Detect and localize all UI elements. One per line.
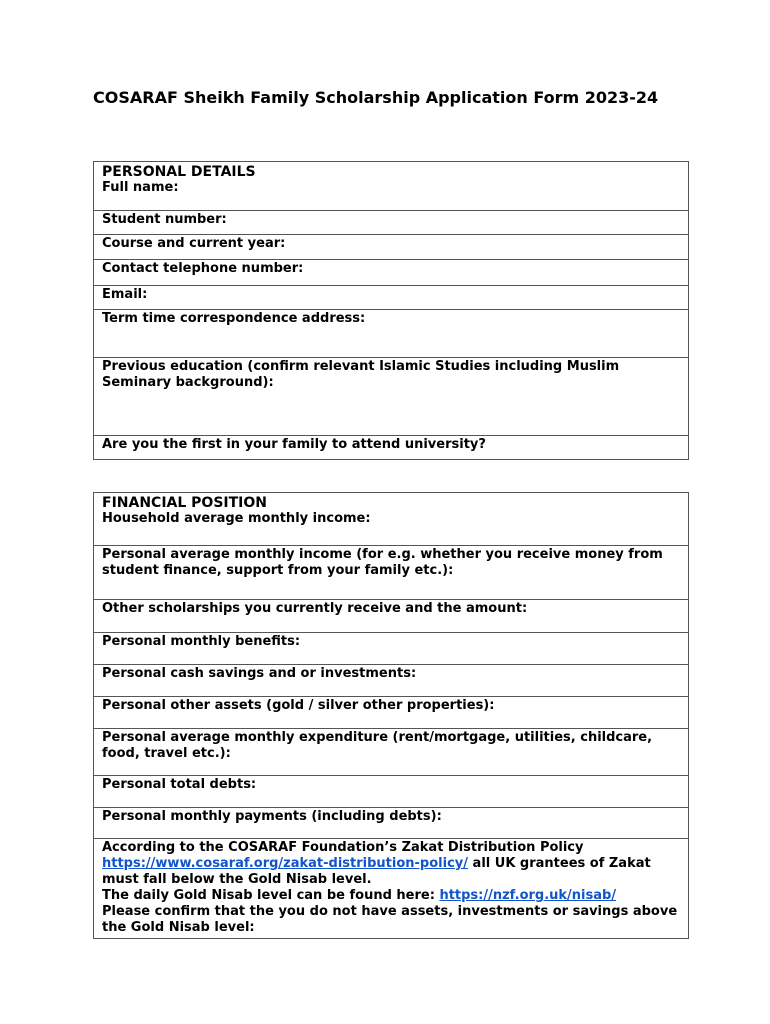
table-row	[94, 839, 689, 939]
table-row	[94, 162, 689, 211]
field-label: Term time correspondence address:	[102, 311, 366, 326]
field-label: Course and current year:	[102, 236, 286, 251]
financial-position-table	[93, 492, 689, 939]
financial-position-heading: FINANCIAL POSITION	[102, 495, 267, 511]
field-label: Personal average monthly expenditure (rent/mortgage, utilities, childcare, food, travel etc.):	[102, 730, 653, 761]
monthly-benefits-field[interactable]	[94, 633, 689, 665]
email-field[interactable]	[94, 286, 689, 310]
previous-education-field[interactable]	[94, 358, 689, 436]
first-in-family-field[interactable]	[94, 436, 689, 460]
form-title: COSARAF Sheikh Family Scholarship Application Form 2023-24	[93, 88, 659, 107]
nisab-text: The daily Gold Nisab level can be found here:	[102, 888, 435, 903]
table-row	[94, 286, 689, 310]
total-debts-field[interactable]	[94, 776, 689, 808]
other-scholarships-field[interactable]	[94, 600, 689, 633]
other-assets-field[interactable]	[94, 697, 689, 729]
field-label: Personal monthly payments (including debts):	[102, 809, 442, 824]
cash-savings-field[interactable]	[94, 665, 689, 697]
table-row	[94, 436, 689, 460]
table-row	[94, 310, 689, 358]
table-row	[94, 729, 689, 776]
household-income-field[interactable]	[94, 493, 689, 546]
personal-income-field[interactable]	[94, 546, 689, 600]
monthly-payments-field[interactable]	[94, 808, 689, 839]
monthly-expenditure-field[interactable]	[94, 729, 689, 776]
field-label: Household average monthly income:	[102, 511, 371, 526]
field-label: Other scholarships you currently receive and the amount:	[102, 601, 528, 616]
table-row	[94, 546, 689, 600]
nisab-confirmation-field[interactable]	[94, 839, 689, 939]
table-row	[94, 600, 689, 633]
table-row	[94, 211, 689, 235]
zakat-policy-link[interactable]: https://www.cosaraf.org/zakat-distribution-policy/	[102, 856, 469, 871]
field-label: Personal total debts:	[102, 777, 257, 792]
field-label: Previous education (confirm relevant Islamic Studies including Muslim Seminary background):	[102, 359, 620, 390]
table-row	[94, 493, 689, 546]
field-label: Personal other assets (gold / silver other properties):	[102, 698, 495, 713]
course-year-field[interactable]	[94, 235, 689, 260]
table-row	[94, 235, 689, 260]
table-row	[94, 358, 689, 436]
table-row	[94, 808, 689, 839]
field-label: Personal average monthly income (for e.g. whether you receive money from student finance, support from your family etc.):	[102, 547, 663, 578]
table-row	[94, 776, 689, 808]
field-label: Full name:	[102, 180, 179, 195]
field-label: Personal monthly benefits:	[102, 634, 301, 649]
table-row	[94, 665, 689, 697]
personal-details-heading: PERSONAL DETAILS	[102, 164, 256, 180]
nisab-link[interactable]: https://nzf.org.uk/nisab/	[439, 888, 617, 903]
field-label: Personal cash savings and or investments:	[102, 666, 417, 681]
zakat-intro: According to the COSARAF Foundation’s Zakat Distribution Policy	[102, 840, 584, 855]
field-label: Contact telephone number:	[102, 261, 304, 276]
field-label: Student number:	[102, 212, 227, 227]
personal-details-table	[93, 161, 689, 460]
table-row	[94, 260, 689, 286]
nisab-confirm-label: Please confirm that the you do not have assets, investments or savings above the Gold Nisab level:	[102, 904, 678, 935]
field-label: Email:	[102, 287, 148, 302]
telephone-field[interactable]	[94, 260, 689, 286]
field-label: Are you the first in your family to attend university?	[102, 437, 486, 452]
full-name-field[interactable]	[94, 162, 689, 211]
zakat-after-link: all UK grantees of Zakat must fall below the Gold Nisab level.	[102, 856, 651, 887]
table-row	[94, 697, 689, 729]
address-field[interactable]	[94, 310, 689, 358]
table-row	[94, 633, 689, 665]
student-number-field[interactable]	[94, 211, 689, 235]
